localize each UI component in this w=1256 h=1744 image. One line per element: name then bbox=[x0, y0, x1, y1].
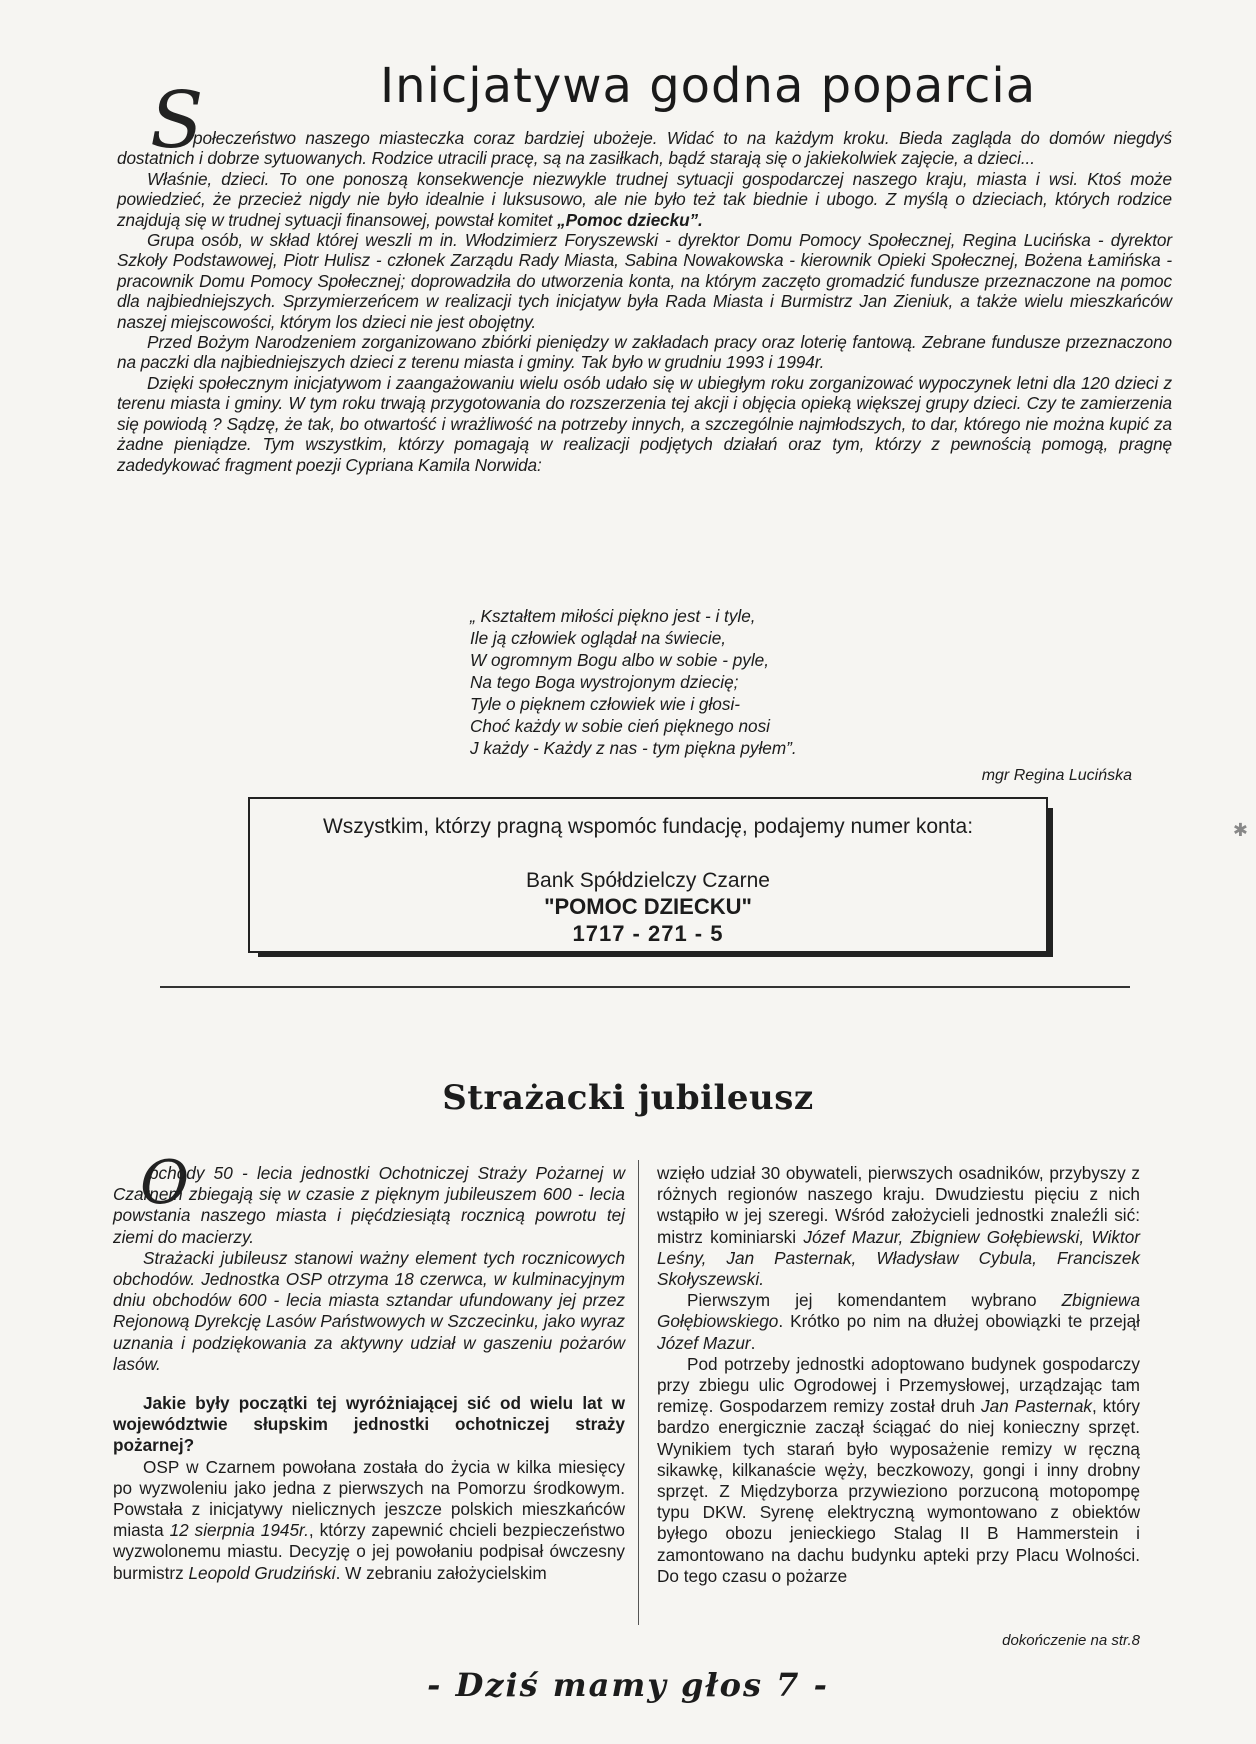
box-shadow-bottom bbox=[258, 953, 1053, 957]
poem-line: „ Kształtem miłości piękno jest - i tyle, bbox=[470, 606, 756, 626]
paragraph bbox=[117, 169, 1172, 230]
dropcap-s: S bbox=[150, 76, 204, 166]
page-footer: - Dziś mamy głos 7 - bbox=[427, 1666, 829, 1704]
poem-line: Choć każdy w sobie cień pięknego nosi bbox=[470, 716, 771, 736]
paragraph-text: . Krótko po nim na dłużej obowiązki te przejął bbox=[778, 1311, 1140, 1332]
paragraph-text: , którzy zapewnić chcieli bezpieczeństwo wyzwolonemu miastu. Decyzję o jej powołaniu podpisał ówczesny burmistrz bbox=[113, 1520, 625, 1583]
paragraph: Strażacki jubileusz stanowi ważny element tych rocznicowych obchodów. Jednostka OSP otrzyma 18 czerwca, w kulminacyjnym dniu obchodów 600 - lecia miasta sztandar ufundowany jej przez Rejonową Dyrekcję Lasów Państwowych w Szczecinku, jako wyraz uznania i podziękowania za aktywny udział w gaszeniu pożarów lasów. bbox=[113, 1247, 626, 1374]
account-intro: Wszystkim, którzy pragną wspomóc fundację, podajemy numer konta: bbox=[322, 815, 974, 838]
paragraph-text: . bbox=[750, 1332, 756, 1353]
paragraph-text: bchody 50 - lecia jednostki Ochotniczej Straży Pożarnej w Czarnem zbiegają się w czasie z pięknym jubileuszem 600 - lecia powstania naszego miasta i pięćdziesiątą rocznicą powrotu tej ziemi do macierzy. bbox=[113, 1163, 625, 1247]
person-name: Leopold Grudziński bbox=[188, 1562, 336, 1583]
founding-date: 12 sierpnia 1945r. bbox=[169, 1520, 309, 1541]
paragraph: Grupa osób, w skład której weszli m in. Włodzimierz Foryszewski - dyrektor Domu Pomocy Społecznej, Regina Lucińska - dyrektor Szkoły Podstawowej, Piotr Hulisz - członek Zarządu Rady Miasta, Sabina Nowakowska - kierownik Opieki Społecznej, Bożena Łamińska - pracownik Domu Pomocy Społecznej; doprowadziła do utworzenia konta, na którym zaczęto gromadzić fundusze przeznaczone na pomoc dla najbiedniejszych. Sprzymierzeńcem w realizacji tych inicjatyw była Rada Miasta i Burmistrz Jan Zieniuk, a także wielu mieszkańców naszej miejscowości, którym los dzieci nie jest obojętny. bbox=[117, 230, 1172, 332]
bank-account-box bbox=[248, 797, 1048, 953]
committee-name: „Pomoc dziecku”. bbox=[557, 209, 703, 230]
paragraph bbox=[113, 1163, 625, 1248]
question-heading: Jakie były początki tej wyróżniającej sić od wielu lat w województwie słupskim jednostki ochotniczej straży pożarnej? bbox=[113, 1393, 625, 1456]
article-title-strazacki: Strażacki jubileusz bbox=[442, 1078, 814, 1118]
article-column-left bbox=[113, 1163, 625, 1584]
person-name: Jan Pasternak bbox=[980, 1396, 1093, 1417]
section-divider bbox=[160, 986, 1130, 988]
continued-note: dokończenie na str.8 bbox=[1002, 1632, 1140, 1649]
dropcap-o: O bbox=[140, 1148, 190, 1218]
paragraph bbox=[657, 1290, 1140, 1354]
paragraph bbox=[117, 128, 1172, 169]
article-body-inicjatywa bbox=[117, 128, 1172, 475]
fund-name: "POMOC DZIECKU" bbox=[544, 894, 752, 919]
author-signature: mgr Regina Lucińska bbox=[981, 767, 1132, 784]
paragraph-text: połeczeństwo naszego miasteczka coraz bardziej ubożeje. Widać to na każdym kroku. Bieda zagląda do domów niegdyś dostatnich i dobrze sytuowanych. Rodzice utracili pracę, są na zasiłkach, bądź starają się o jakiekolwiek zajęcie, a dzieci... bbox=[117, 128, 1172, 169]
poem-line: Na tego Boga wystrojonym dziecię; bbox=[470, 672, 739, 692]
paragraph-text: Pierwszym jej komendantem wybrano bbox=[687, 1290, 1037, 1311]
poem-line: J każdy - Każdy z nas - tym piękna pyłem”. bbox=[470, 738, 797, 758]
paragraph-text: , który bardzo energicznie zaczął ściągać do niej konieczny sprzęt. Wynikiem tych starań było wyposażenie remizy w ręczną sikawkę, kilkanaście węży, beczkowozy, gongi i inny drobny sprzęt. Z Międzyborza przywieziono porzuconą motopompę typu DKW. Syrenę elektryczną wymontowano z obiektów byłego obozu jenieckiego Stalag II B Hammerstein i zamontowano na dachu budynku apteki przy Placu Wolności. Do tego czasu o pożarze bbox=[657, 1396, 1141, 1586]
poem-norwid bbox=[470, 605, 950, 759]
article-title-inicjatywa: Inicjatywa godna poparcia bbox=[380, 58, 1037, 114]
paragraph bbox=[657, 1354, 1140, 1587]
account-number: 1717 - 271 - 5 bbox=[572, 921, 724, 946]
paragraph-text: wzięło udział 30 obywateli, pierwszych osadników, przybyszy z różnych regionów naszego kraju. Dwudziestu pięciu z nich wstąpiło w jej szeregi. Wśród założycieli jednostki znaleźli sić: mistrz kominiarski bbox=[657, 1163, 1140, 1247]
person-name: Józef Mazur bbox=[657, 1332, 751, 1353]
article-column-right bbox=[657, 1163, 1140, 1587]
box-shadow-right bbox=[1048, 808, 1053, 957]
paragraph bbox=[657, 1163, 1140, 1290]
founder-names: Józef Mazur, Zbigniew Gołębiewski, Wiktor Leśny, Jan Pasternak, Władysław Cybula, Franciszek Skołyszewski. bbox=[657, 1226, 1140, 1290]
paragraph-text: Pod potrzeby jednostki adoptowano budynek gospodarczy przy zbiegu ulic Ogrodowej i Przemysłowej, urządzając tam remizę. Gospodarzem remizy został druh bbox=[657, 1353, 1140, 1417]
scan-mark-icon: ✱ bbox=[1232, 820, 1248, 840]
person-name: Zbigniewa Gołębiowskiego bbox=[657, 1290, 1140, 1332]
paragraph-text: OSP w Czarnem powołana została do życia w kilka miesięcy po wyzwoleniu jako jedna z pierwszych na Pomorzu środkowym. Powstała z inicjatywy nielicznych jeszcze polskich mieszkańców miasta bbox=[113, 1456, 625, 1541]
poem-line: Ile ją człowiek oglądał na świecie, bbox=[470, 628, 727, 648]
column-separator bbox=[638, 1160, 639, 1625]
poem-line: W ogromnym Bogu albo w sobie - pyle, bbox=[470, 650, 770, 670]
paragraph: Dzięki społecznym inicjatywom i zaangażowaniu wielu osób udało się w ubiegłym roku zorganizować wypoczynek letni dla 120 dzieci z terenu miasta i gminy. W tym roku trwają przygotowania do rozszerzenia tej akcji i objęcia opieką większej grupy dzieci. Czy te zamierzenia się powiodą ? Sądzę, że tak, bo otwartość i wrażliwość na potrzeby innych, a szczególnie najmłodszych, to dar, którego nie można kupić za żadne pieniądze. Tym wszystkim, którzy pomagają w realizacji podjętych działań oraz tym, którzy z pewnością pomogą, pragnę zadedykować fragment poezji Cypriana Kamila Norwida: bbox=[117, 372, 1172, 475]
bank-name: Bank Spółdzielczy Czarne bbox=[526, 869, 770, 892]
paragraph: Przed Bożym Narodzeniem zorganizowano zbiórki pieniędzy w zakładach pracy oraz loterię fantową. Zebrane fundusze przeznaczono na paczki dla najbiedniejszych dzieci z terenu miasta i gminy. Tak było w grudniu 1993 i 1994r. bbox=[117, 332, 1172, 373]
poem-line: Tyle o pięknem człowiek wie i głosi- bbox=[470, 694, 740, 714]
paragraph bbox=[113, 1457, 625, 1584]
paragraph-text: Właśnie, dzieci. To one ponoszą konsekwencje niezwykle trudnej sytuacji gospodarczej naszego kraju, miasta i wsi. Ktoś może powiedzieć, że przecież nigdy nie było idealnie i luksusowo, ale nie było też tak biednie i ubogo. Z myślą o dzieciach, których rodzice znajdują się w trudnej sytuacji finansowej, powstał komitet bbox=[117, 168, 1172, 230]
paragraph-text: . W zebraniu założycielskim bbox=[335, 1562, 547, 1583]
